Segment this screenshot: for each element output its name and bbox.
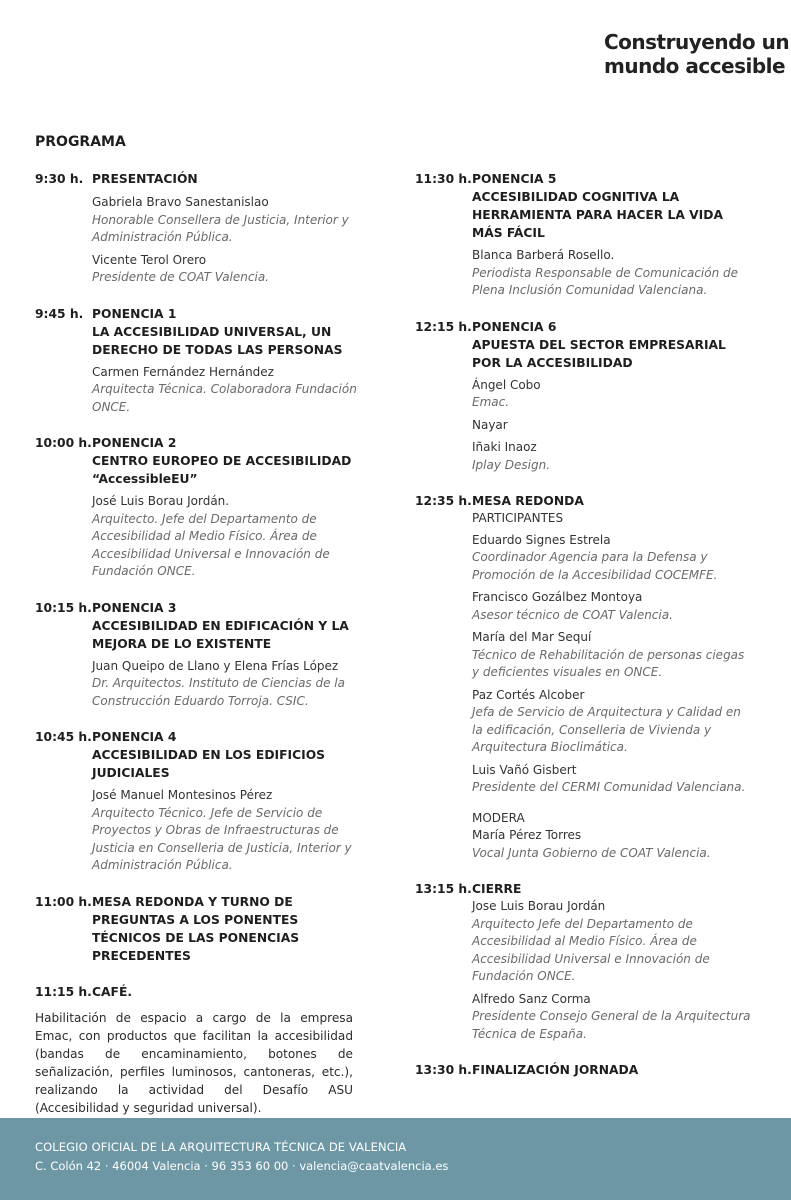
speaker-role: Arquitecto Jefe del Departamento de Accesibilidad al Medio Físico. Área de Accesibilidad Universal e Innovación de Fundación ONCE. <box>472 916 710 983</box>
speaker-name: Eduardo Signes Estrela <box>472 532 611 547</box>
session-time: 10:15 h. <box>35 600 92 615</box>
speaker-name: María del Mar Sequí <box>472 630 592 644</box>
speaker-name: José Luis Borau Jordán. <box>92 494 230 508</box>
session-time: 12:35 h. <box>415 494 472 508</box>
session-kind: PONENCIA 4 <box>92 730 177 744</box>
speaker-name: Alfredo Sanz Corma <box>472 991 591 1006</box>
program-left-column <box>35 170 365 1135</box>
session-cierre <box>415 880 755 1043</box>
session-time: 10:45 h. <box>35 730 92 744</box>
speaker-role: Honorable Consellera de Justicia, Interior y Administración Pública. <box>92 212 349 244</box>
session-time: 11:30 h. <box>415 172 472 186</box>
session-time: 12:15 h. <box>415 319 472 334</box>
speaker-name: Paz Cortés Alcober <box>472 687 585 702</box>
program-right-column <box>415 170 755 1097</box>
session-kind: FINALIZACIÓN JORNADA <box>472 1063 639 1077</box>
footer-organization: COLEGIO OFICIAL DE LA ARQUITECTURA TÉCNICA DE VALENCIA <box>35 1140 407 1154</box>
programa-heading: PROGRAMA <box>35 134 126 150</box>
session-ponencia-2 <box>35 434 365 581</box>
speaker-role: Emac. <box>472 395 510 409</box>
session-time: 11:00 h. <box>35 894 92 909</box>
talk-title: ACCESIBILIDAD EN EDIFICACIÓN Y LA MEJORA DE LO EXISTENTE <box>92 618 349 651</box>
session-time: 9:45 h. <box>35 306 84 321</box>
talk-title: CENTRO EUROPEO DE ACCESIBILIDAD “AccessibleEU” <box>92 454 352 486</box>
speaker-name: Francisco Gozálbez Montoya <box>472 590 643 604</box>
speaker-role: Arquitecto. Jefe del Departamento de Accesibilidad al Medio Físico. Área de Accesibilidad Universal e Innovación de Fundación ONCE. <box>92 511 330 578</box>
session-ponencia-5 <box>415 170 755 300</box>
session-time: 9:30 h. <box>35 172 84 186</box>
session-ponencia-3 <box>35 599 365 711</box>
session-time: 13:15 h. <box>415 882 472 896</box>
session-kind: PONENCIA 1 <box>92 306 177 321</box>
speaker-role: Dr. Arquitectos. Instituto de Ciencias de la Construcción Eduardo Torroja. CSIC. <box>92 676 345 708</box>
session-kind: PONENCIA 2 <box>92 436 177 450</box>
talk-title: APUESTA DEL SECTOR EMPRESARIAL POR LA ACCESIBILIDAD <box>472 337 726 370</box>
moderator-label: MODERA <box>472 810 525 825</box>
page-title <box>604 30 790 78</box>
session-ponencia-1 <box>35 305 365 417</box>
speaker-name: Blanca Barberá Rosello. <box>472 248 615 262</box>
session-time: 11:15 h. <box>35 984 92 999</box>
session-kind: PRESENTACIÓN <box>92 172 198 186</box>
speaker-role: Periodista Responsable de Comunicación de Plena Inclusión Comunidad Valenciana. <box>472 265 739 297</box>
speaker-role: Coordinador Agencia para la Defensa y Promoción de la Accesibilidad COCEMFE. <box>472 550 718 582</box>
speaker-name: Jose Luis Borau Jordán <box>472 899 606 913</box>
session-kind: PONENCIA 5 <box>472 172 557 186</box>
speaker-role: Vocal Junta Gobierno de COAT Valencia. <box>472 845 711 860</box>
speaker-role: Presidente del CERMI Comunidad Valenciana. <box>472 780 746 794</box>
speaker-name: Luis Vañó Gisbert <box>472 762 577 777</box>
talk-title: LA ACCESIBILIDAD UNIVERSAL, UN DERECHO DE TODAS LAS PERSONAS <box>92 324 343 357</box>
session-kind: PONENCIA 6 <box>472 319 557 334</box>
page-title-line-1: Construyendo un <box>604 30 790 54</box>
speaker-role: Técnico de Rehabilitación de personas ciegas y deficientes visuales en ONCE. <box>472 647 745 679</box>
speaker-name: Ángel Cobo <box>472 377 541 392</box>
session-ponencia-4 <box>35 728 365 875</box>
session-ponencia-6 <box>415 318 755 475</box>
speaker-role: Presidente de COAT Valencia. <box>92 270 269 284</box>
footer-band <box>0 1118 791 1200</box>
speaker-name: Gabriela Bravo Sanestanislao <box>92 195 269 209</box>
session-mesa-redonda <box>415 492 755 862</box>
speaker-role: Arquitecta Técnica. Colaboradora Fundación ONCE. <box>92 382 357 414</box>
speaker-name: Iñaki Inaoz <box>472 440 537 454</box>
speaker-role: Asesor técnico de COAT Valencia. <box>472 607 673 622</box>
session-kind: MESA REDONDA <box>472 494 584 508</box>
speaker-role: Iplay Design. <box>472 457 551 472</box>
session-time: 13:30 h. <box>415 1063 472 1077</box>
session-mesa-redonda-preguntas <box>35 893 365 965</box>
footer-contact: C. Colón 42 · 46004 Valencia · 96 353 60 00 · valencia@caatvalencia.es <box>35 1159 449 1173</box>
page-title-line-2: mundo accesible <box>604 54 786 78</box>
speaker-role: Jefa de Servicio de Arquitectura y Calidad en la edificación, Conselleria de Vivienda y Arquitectura Bioclimática. <box>472 705 741 754</box>
session-cafe <box>35 983 365 1117</box>
speaker-name: Juan Queipo de Llano y Elena Frías López <box>92 658 339 673</box>
talk-title: ACCESIBILIDAD COGNITIVA LA HERRAMIENTA PARA HACER LA VIDA MÁS FÁCIL <box>472 190 723 240</box>
speaker-name: Carmen Fernández Hernández <box>92 364 274 379</box>
speaker-name: Vicente Terol Orero <box>92 252 207 267</box>
cafe-description: Habilitación de espacio a cargo de la empresa Emac, con productos que facilitan la accesibilidad (bandas de encaminamiento, botones de señalización, perfiles luminosos, cantoneras, etc.), realizando la actividad del Desafío ASU (Accesibilidad y seguridad universal). <box>35 1010 353 1115</box>
session-presentacion <box>35 170 365 287</box>
session-kind: MESA REDONDA Y TURNO DE PREGUNTAS A LOS PONENTES TÉCNICOS DE LAS PONENCIAS PRECEDENTES <box>92 894 300 963</box>
speaker-name: María Pérez Torres <box>472 828 582 842</box>
talk-title: ACCESIBILIDAD EN LOS EDIFICIOS JUDICIALES <box>92 748 325 780</box>
participants-label: PARTICIPANTES <box>472 511 564 525</box>
session-kind: CAFÉ. <box>92 984 133 999</box>
session-kind: CIERRE <box>472 882 522 896</box>
session-finalizacion <box>415 1061 755 1079</box>
session-kind: PONENCIA 3 <box>92 600 177 615</box>
speaker-role: Presidente Consejo General de la Arquitectura Técnica de España. <box>472 1009 751 1041</box>
speaker-name: Nayar <box>472 417 508 432</box>
speaker-name: José Manuel Montesinos Pérez <box>92 788 273 802</box>
session-time: 10:00 h. <box>35 436 92 450</box>
speaker-role: Arquitecto Técnico. Jefe de Servicio de Proyectos y Obras de Infraestructuras de Justicia en Conselleria de Justicia, Interior y Administración Pública. <box>92 805 352 872</box>
